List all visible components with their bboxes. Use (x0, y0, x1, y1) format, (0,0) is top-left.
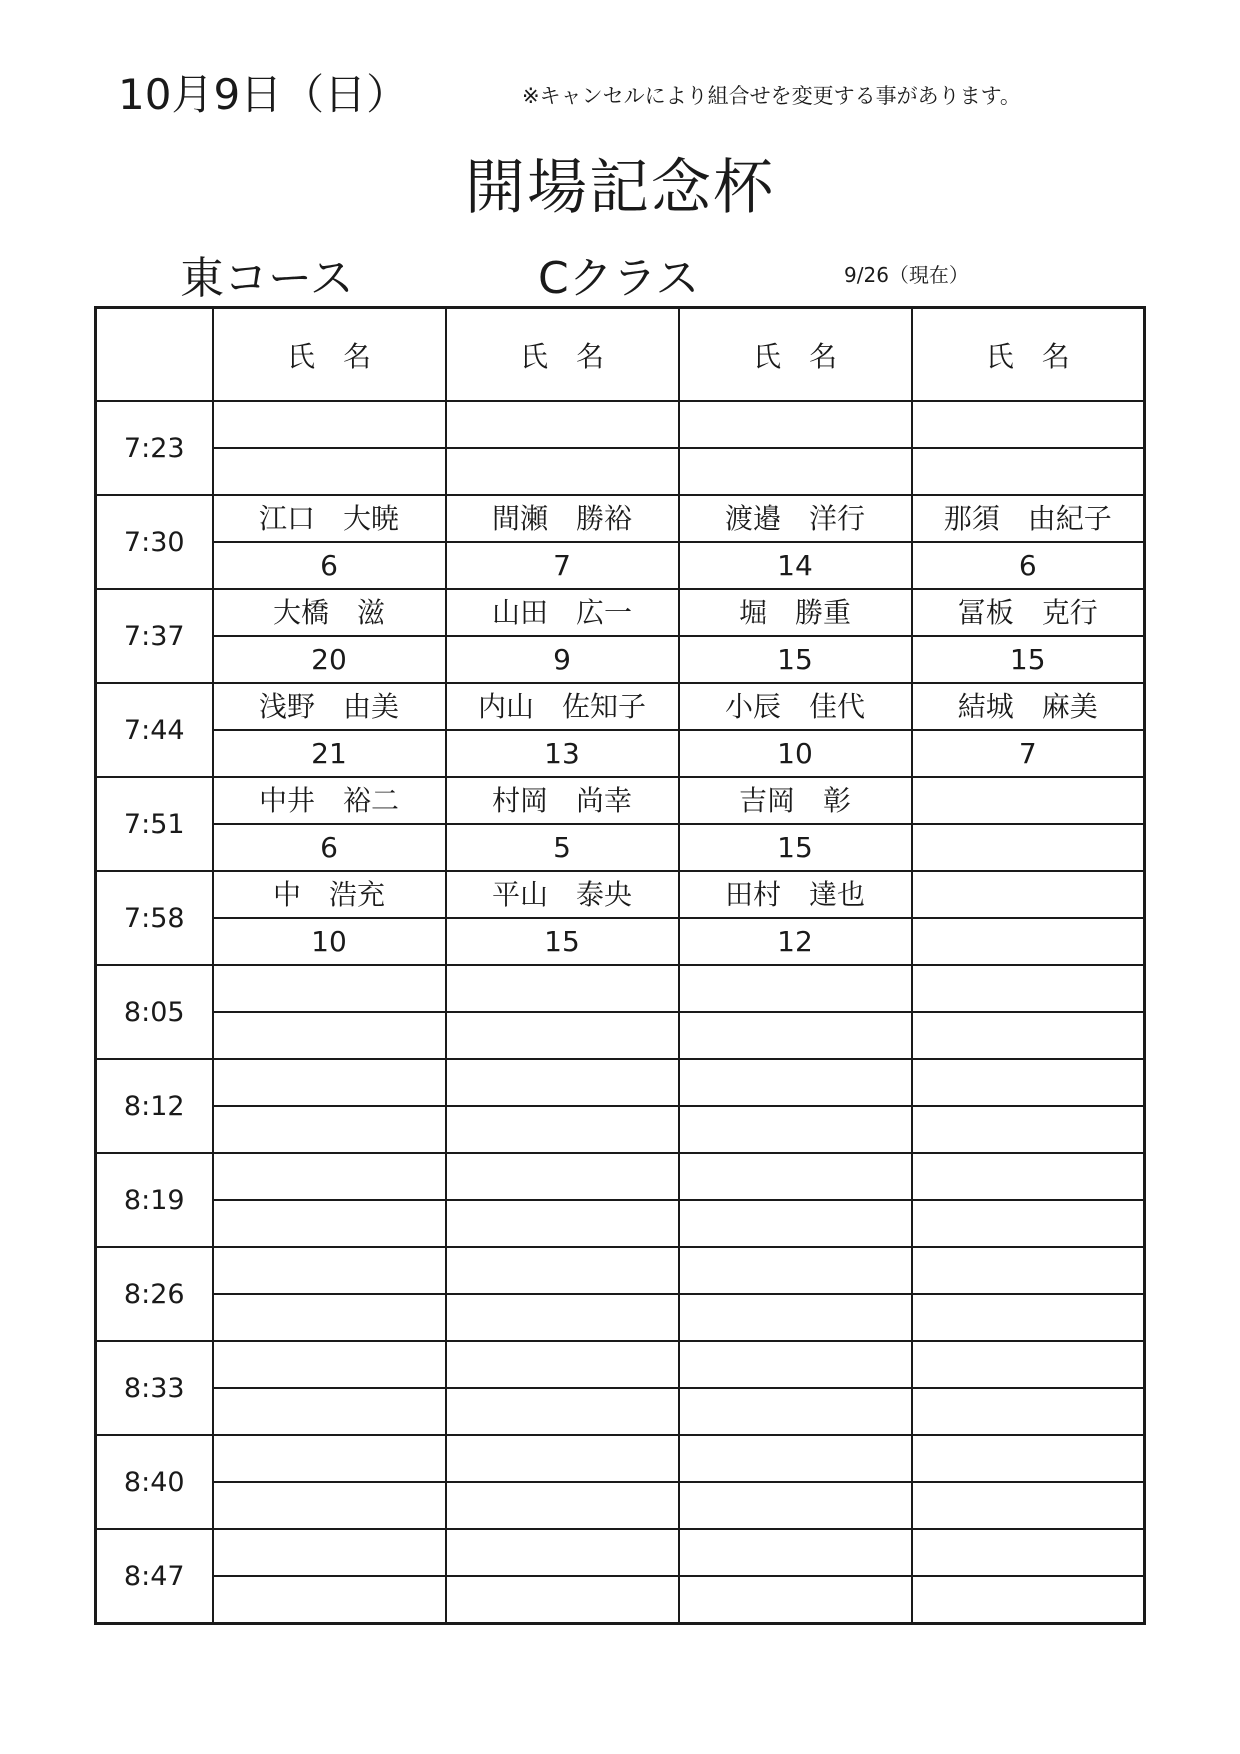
player-name-cell (912, 1247, 1145, 1294)
player-value-cell (446, 1106, 679, 1153)
player-name-cell (912, 871, 1145, 918)
player-value-cell (446, 1200, 679, 1247)
player-name-cell (679, 1529, 912, 1576)
player-name-cell: 江口 大暁 (213, 495, 446, 542)
player-name-cell: 那須 由紀子 (912, 495, 1145, 542)
name-header-cell: 氏 名 (446, 308, 679, 402)
player-value-cell (679, 1482, 912, 1529)
event-date: 10月9日（日） (118, 70, 409, 119)
player-name-cell: 平山 泰央 (446, 871, 679, 918)
player-name-cell (446, 1435, 679, 1482)
player-name-cell (912, 1059, 1145, 1106)
player-name-cell (679, 401, 912, 448)
player-value-cell (446, 448, 679, 495)
course-label: 東コース (180, 253, 354, 304)
player-value-cell (679, 448, 912, 495)
tee-time-cell: 8:40 (96, 1435, 213, 1529)
player-name-cell: 田村 達也 (679, 871, 912, 918)
table-body (96, 401, 1145, 1624)
player-value-cell: 7 (912, 730, 1145, 777)
table-row (96, 542, 1145, 589)
tee-time-cell: 7:30 (96, 495, 213, 589)
cancellation-note: ※キャンセルにより組合せを変更する事があります。 (522, 84, 1021, 108)
player-name-cell (213, 965, 446, 1012)
player-value-cell: 15 (912, 636, 1145, 683)
player-value-cell (679, 1388, 912, 1435)
player-name-cell: 結城 麻美 (912, 683, 1145, 730)
name-header-cell: 氏 名 (912, 308, 1145, 402)
player-name-cell: 小辰 佳代 (679, 683, 912, 730)
tee-time-cell: 8:47 (96, 1529, 213, 1624)
player-name-cell: 中 浩充 (213, 871, 446, 918)
player-value-cell (213, 1576, 446, 1624)
table-row (96, 918, 1145, 965)
player-name-cell (679, 1059, 912, 1106)
player-value-cell (213, 1012, 446, 1059)
table-row (96, 1388, 1145, 1435)
player-value-cell (446, 1294, 679, 1341)
player-value-cell: 6 (213, 824, 446, 871)
as-of-date: 9/26（現在） (844, 263, 969, 287)
player-value-cell (912, 824, 1145, 871)
player-value-cell (213, 1294, 446, 1341)
player-name-cell (912, 777, 1145, 824)
table-row (96, 730, 1145, 777)
player-name-cell (912, 401, 1145, 448)
player-value-cell: 14 (679, 542, 912, 589)
player-name-cell (679, 1153, 912, 1200)
table-row (96, 495, 1145, 542)
player-value-cell: 6 (912, 542, 1145, 589)
table-header-row (96, 308, 1145, 402)
tee-time-cell: 7:44 (96, 683, 213, 777)
player-value-cell (912, 918, 1145, 965)
player-value-cell: 10 (679, 730, 912, 777)
player-name-cell (912, 1529, 1145, 1576)
table-row (96, 1482, 1145, 1529)
name-header-cell: 氏 名 (679, 308, 912, 402)
table-row (96, 1435, 1145, 1482)
tee-time-cell: 8:19 (96, 1153, 213, 1247)
table-row (96, 1012, 1145, 1059)
player-name-cell (213, 1059, 446, 1106)
player-value-cell (912, 1294, 1145, 1341)
player-value-cell: 15 (446, 918, 679, 965)
player-value-cell (679, 1012, 912, 1059)
table-row (96, 824, 1145, 871)
table-row (96, 965, 1145, 1012)
table-row (96, 871, 1145, 918)
table-row (96, 1294, 1145, 1341)
player-name-cell (679, 965, 912, 1012)
table-row (96, 1341, 1145, 1388)
player-name-cell: 中井 裕二 (213, 777, 446, 824)
table-row (96, 448, 1145, 495)
player-value-cell (912, 1576, 1145, 1624)
player-name-cell: 冨板 克行 (912, 589, 1145, 636)
table-row (96, 589, 1145, 636)
player-name-cell (912, 1435, 1145, 1482)
player-name-cell (446, 1247, 679, 1294)
table-row (96, 777, 1145, 824)
player-value-cell: 7 (446, 542, 679, 589)
player-name-cell: 間瀬 勝裕 (446, 495, 679, 542)
player-value-cell: 13 (446, 730, 679, 777)
tee-time-cell: 7:23 (96, 401, 213, 495)
player-value-cell: 21 (213, 730, 446, 777)
table-row (96, 1529, 1145, 1576)
player-value-cell (679, 1106, 912, 1153)
player-name-cell (446, 1059, 679, 1106)
player-value-cell: 20 (213, 636, 446, 683)
player-value-cell: 9 (446, 636, 679, 683)
player-name-cell (446, 401, 679, 448)
table-row (96, 1106, 1145, 1153)
player-name-cell: 山田 広一 (446, 589, 679, 636)
player-name-cell: 渡邉 洋行 (679, 495, 912, 542)
player-name-cell (912, 1153, 1145, 1200)
table-row (96, 1576, 1145, 1624)
page-title: 開場記念杯 (465, 153, 775, 223)
tee-time-cell: 8:26 (96, 1247, 213, 1341)
tee-time-cell: 8:33 (96, 1341, 213, 1435)
table-row (96, 683, 1145, 730)
player-value-cell (213, 1388, 446, 1435)
tee-time-cell: 7:51 (96, 777, 213, 871)
player-value-cell: 15 (679, 824, 912, 871)
tee-time-cell: 8:12 (96, 1059, 213, 1153)
player-value-cell (912, 1012, 1145, 1059)
player-value-cell (213, 1106, 446, 1153)
tee-time-cell: 7:37 (96, 589, 213, 683)
player-value-cell (446, 1482, 679, 1529)
player-value-cell (912, 1388, 1145, 1435)
table-row (96, 1153, 1145, 1200)
player-value-cell (912, 1482, 1145, 1529)
player-value-cell (213, 1200, 446, 1247)
player-name-cell (213, 1435, 446, 1482)
player-value-cell (446, 1576, 679, 1624)
table-row (96, 1247, 1145, 1294)
player-value-cell: 6 (213, 542, 446, 589)
player-name-cell: 浅野 由美 (213, 683, 446, 730)
table-row (96, 401, 1145, 448)
player-name-cell (213, 1153, 446, 1200)
player-name-cell (446, 1529, 679, 1576)
player-value-cell (446, 1012, 679, 1059)
tee-time-cell: 7:58 (96, 871, 213, 965)
player-name-cell (679, 1435, 912, 1482)
player-name-cell (679, 1247, 912, 1294)
player-value-cell (912, 1106, 1145, 1153)
player-name-cell: 吉岡 彰 (679, 777, 912, 824)
player-name-cell: 堀 勝重 (679, 589, 912, 636)
player-name-cell (213, 401, 446, 448)
class-label: Cクラス (538, 253, 700, 304)
player-name-cell (446, 965, 679, 1012)
player-name-cell (446, 1341, 679, 1388)
name-header-cell: 氏 名 (213, 308, 446, 402)
player-name-cell: 村岡 尚幸 (446, 777, 679, 824)
player-value-cell: 5 (446, 824, 679, 871)
player-value-cell (912, 1200, 1145, 1247)
player-value-cell: 10 (213, 918, 446, 965)
time-header-cell (96, 308, 213, 402)
player-name-cell (912, 1341, 1145, 1388)
player-value-cell (213, 448, 446, 495)
table-row (96, 636, 1145, 683)
table-row (96, 1059, 1145, 1106)
player-name-cell: 内山 佐知子 (446, 683, 679, 730)
player-name-cell (213, 1529, 446, 1576)
tee-time-table (94, 306, 1146, 1625)
player-value-cell (912, 448, 1145, 495)
player-value-cell (213, 1482, 446, 1529)
player-value-cell (446, 1388, 679, 1435)
player-name-cell (912, 965, 1145, 1012)
player-name-cell (446, 1153, 679, 1200)
player-name-cell: 大橋 滋 (213, 589, 446, 636)
player-value-cell: 12 (679, 918, 912, 965)
player-value-cell (679, 1294, 912, 1341)
player-name-cell (213, 1247, 446, 1294)
tee-time-cell: 8:05 (96, 965, 213, 1059)
player-name-cell (679, 1341, 912, 1388)
player-name-cell (213, 1341, 446, 1388)
table-row (96, 1200, 1145, 1247)
player-value-cell (679, 1200, 912, 1247)
player-value-cell (679, 1576, 912, 1624)
player-value-cell: 15 (679, 636, 912, 683)
